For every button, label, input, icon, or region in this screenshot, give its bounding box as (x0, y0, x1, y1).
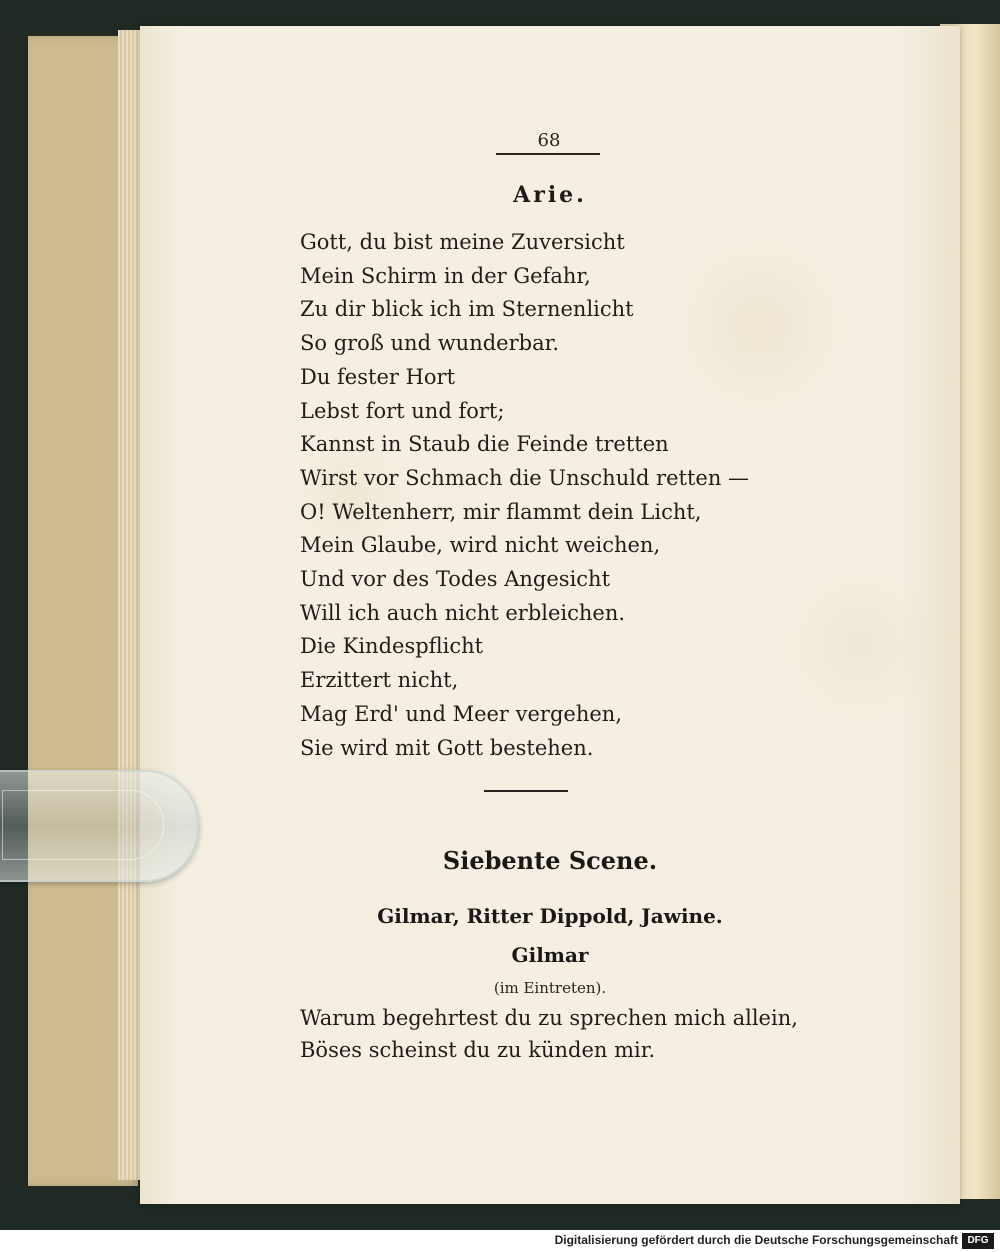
verse-line: Zu dir blick ich im Sternenlicht (300, 297, 634, 322)
verse-line: Die Kindespflicht (300, 634, 484, 659)
verse-line: Sie wird mit Gott bestehen. (300, 735, 594, 760)
stage-direction: (im Eintreten). (493, 979, 607, 997)
clip-highlight (2, 790, 164, 860)
verse-line: O! Weltenherr, mir flammt dein Licht, (300, 499, 702, 524)
dfg-logo: DFG (962, 1233, 994, 1249)
section-divider (484, 790, 568, 792)
plastic-page-clip (0, 770, 199, 882)
verse-line: Mein Schirm in der Gefahr, (300, 263, 591, 288)
verse-line: Kannst in Staub die Feinde tretten (300, 432, 669, 457)
verse-line: So groß und wunderbar. (300, 331, 560, 356)
verse-line: Erzittert nicht, (300, 668, 459, 693)
verse-line: Will ich auch nicht erbleichen. (300, 600, 626, 625)
verse-line: Gott, du bist meine Zuversicht (300, 230, 625, 254)
speaker-name: Gilmar (511, 943, 589, 967)
aria-verse (300, 226, 800, 765)
funding-credit: Digitalisierung gefördert durch die Deutsche Forschungsgemeinschaft (554, 1233, 958, 1247)
scene-title: Siebente Scene. (442, 846, 658, 875)
speech-text (300, 1002, 800, 1066)
footer-bar (0, 1230, 1000, 1252)
speech-line: Warum begehrtest du zu sprechen mich allein, (300, 1006, 798, 1030)
verse-line: Mein Glaube, wird nicht weichen, (300, 533, 661, 558)
page-number-rule (496, 153, 600, 155)
page-number: 68 (537, 130, 561, 151)
verse-line: Lebst fort und fort; (300, 398, 505, 423)
character-list: Gilmar, Ritter Dippold, Jawine. (377, 904, 723, 928)
verse-line: Du fester Hort (300, 364, 456, 389)
book-page (140, 26, 960, 1204)
aria-heading: Arie. (513, 182, 587, 208)
verse-line: Mag Erd' und Meer vergehen, (300, 701, 622, 726)
speech-line: Böses scheinst du zu künden mir. (300, 1038, 656, 1062)
verse-line: Und vor des Todes Angesicht (300, 567, 611, 592)
verse-line: Wirst vor Schmach die Unschuld retten — (300, 465, 750, 490)
